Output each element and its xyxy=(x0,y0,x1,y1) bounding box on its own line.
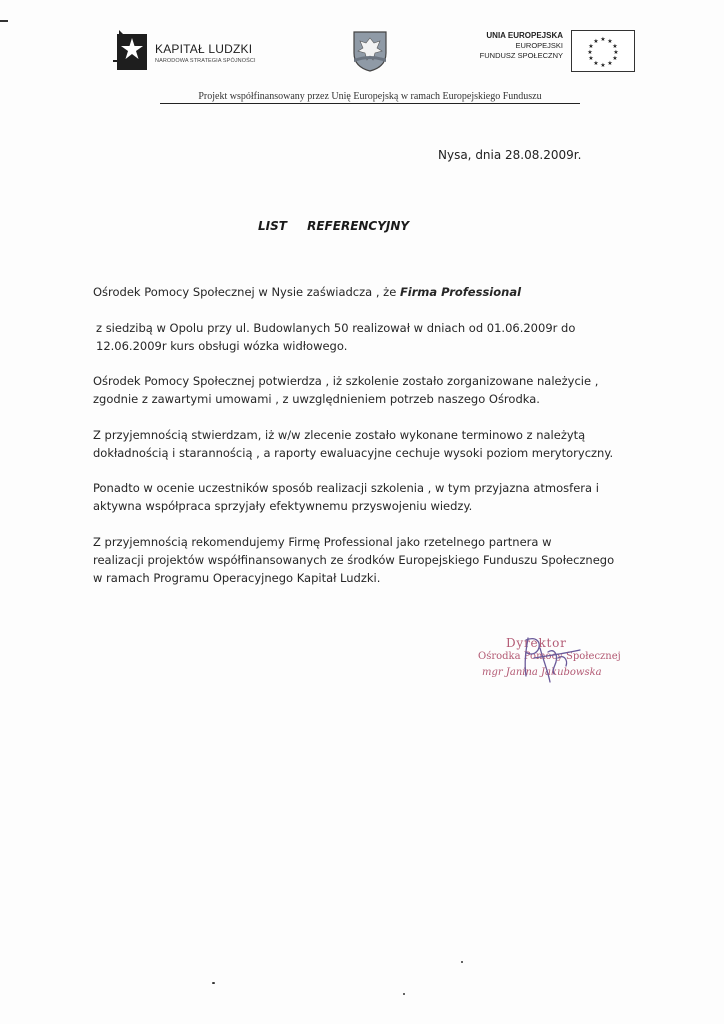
paragraph-5-line-1: Ponadto w ocenie uczestników sposób realizacji szkolenia , w tym przyjazna atmosfera i xyxy=(93,481,599,495)
paragraph-3-line-1: Ośrodek Pomocy Społecznej potwierdza , iż szkolenie zostało zorganizowane należycie , xyxy=(93,374,599,388)
svg-text:★: ★ xyxy=(613,49,619,56)
eu-flag-icon xyxy=(571,30,635,72)
paragraph-2-line-2: 12.06.2009r kurs obsługi wózka widłowego. xyxy=(96,339,348,353)
svg-text:★: ★ xyxy=(600,62,606,69)
paragraph-4-line-1: Z przyjemnością stwierdzam, iż w/w zlecenie zostało wykonane terminowo z należytą xyxy=(93,428,586,442)
svg-text:★: ★ xyxy=(612,43,618,50)
svg-text:★: ★ xyxy=(588,55,594,62)
kapital-ludzki-star-icon xyxy=(113,28,151,72)
paragraph-3 xyxy=(93,372,653,408)
eu-line-1: UNIA EUROPEJSKA xyxy=(486,31,563,40)
paragraph-6-line-1: Z przyjemnością rekomendujemy Firmę Professional jako rzetelnego partnera w xyxy=(93,535,552,549)
paragraph-2-line-1: z siedzibą w Opolu przy ul. Budowlanych 50 realizował w dniach od 01.06.2009r do xyxy=(96,321,576,335)
paragraph-2 xyxy=(96,319,656,355)
eu-line-3: FUNDUSZ SPOŁECZNY xyxy=(479,51,563,60)
svg-text:★: ★ xyxy=(593,60,599,67)
svg-text:★: ★ xyxy=(612,55,618,62)
svg-text:★: ★ xyxy=(593,38,599,45)
firm-name: Firma Professional xyxy=(399,285,522,299)
stamp-person: mgr Janina Jakubowska xyxy=(482,667,602,678)
letter-title: LIST REFERENCYJNY xyxy=(258,219,410,233)
coat-of-arms-icon xyxy=(351,29,389,73)
kapital-ludzki-subtitle: NARODOWA STRATEGIA SPÓJNOŚCI xyxy=(155,58,256,64)
paragraph-5-line-2: aktywna współpraca sprzyjały efektywnemu przyswojeniu wiedzy. xyxy=(93,499,473,513)
paragraph-5 xyxy=(93,479,653,515)
paragraph-3-line-2: zgodnie z zawartymi umowami , z uwzględnieniem potrzeb naszego Ośrodka. xyxy=(93,392,540,406)
eu-stars-icon xyxy=(572,31,634,71)
cofinance-note: Projekt współfinansowany przez Unię Europejską w ramach Europejskiego Funduszu xyxy=(160,91,580,104)
letter-date: Nysa, dnia 28.08.2009r. xyxy=(438,148,582,162)
paragraph-1 xyxy=(93,283,653,301)
paragraph-6-line-3: w ramach Programu Operacyjnego Kapitał Ludzki. xyxy=(93,571,381,585)
svg-text:★: ★ xyxy=(607,38,613,45)
handwritten-signature xyxy=(496,628,606,688)
scan-speck xyxy=(212,982,215,984)
svg-text:★: ★ xyxy=(587,49,593,56)
kapital-ludzki-title: KAPITAŁ LUDZKI xyxy=(155,42,253,56)
eu-line-2: EUROPEJSKI xyxy=(515,41,563,50)
eu-logo-block xyxy=(460,30,635,74)
svg-text:★: ★ xyxy=(588,43,594,50)
stamp-institution: Ośrodka Pomocy Społecznej xyxy=(478,651,621,662)
kapital-ludzki-logo xyxy=(113,28,273,72)
paragraph-4 xyxy=(93,426,653,462)
paragraph-6-line-2: realizacji projektów współfinansowanych ze środków Europejskiego Funduszu Społecznego xyxy=(93,553,615,567)
eu-text xyxy=(480,30,563,61)
paragraph-1-lead: Ośrodek Pomocy Społecznej w Nysie zaświadcza , że xyxy=(93,285,397,299)
svg-text:★: ★ xyxy=(607,60,613,67)
svg-text:★: ★ xyxy=(600,36,606,43)
scan-mark xyxy=(0,20,8,22)
scan-speck xyxy=(403,993,405,995)
stamp-title: Dyrektor xyxy=(506,636,567,650)
paragraph-6 xyxy=(93,533,653,587)
paragraph-4-line-2: dokładnością i starannością , a raporty ewaluacyjne cechuje wysoki poziom merytoryczny. xyxy=(93,446,614,460)
scan-speck xyxy=(461,961,463,963)
